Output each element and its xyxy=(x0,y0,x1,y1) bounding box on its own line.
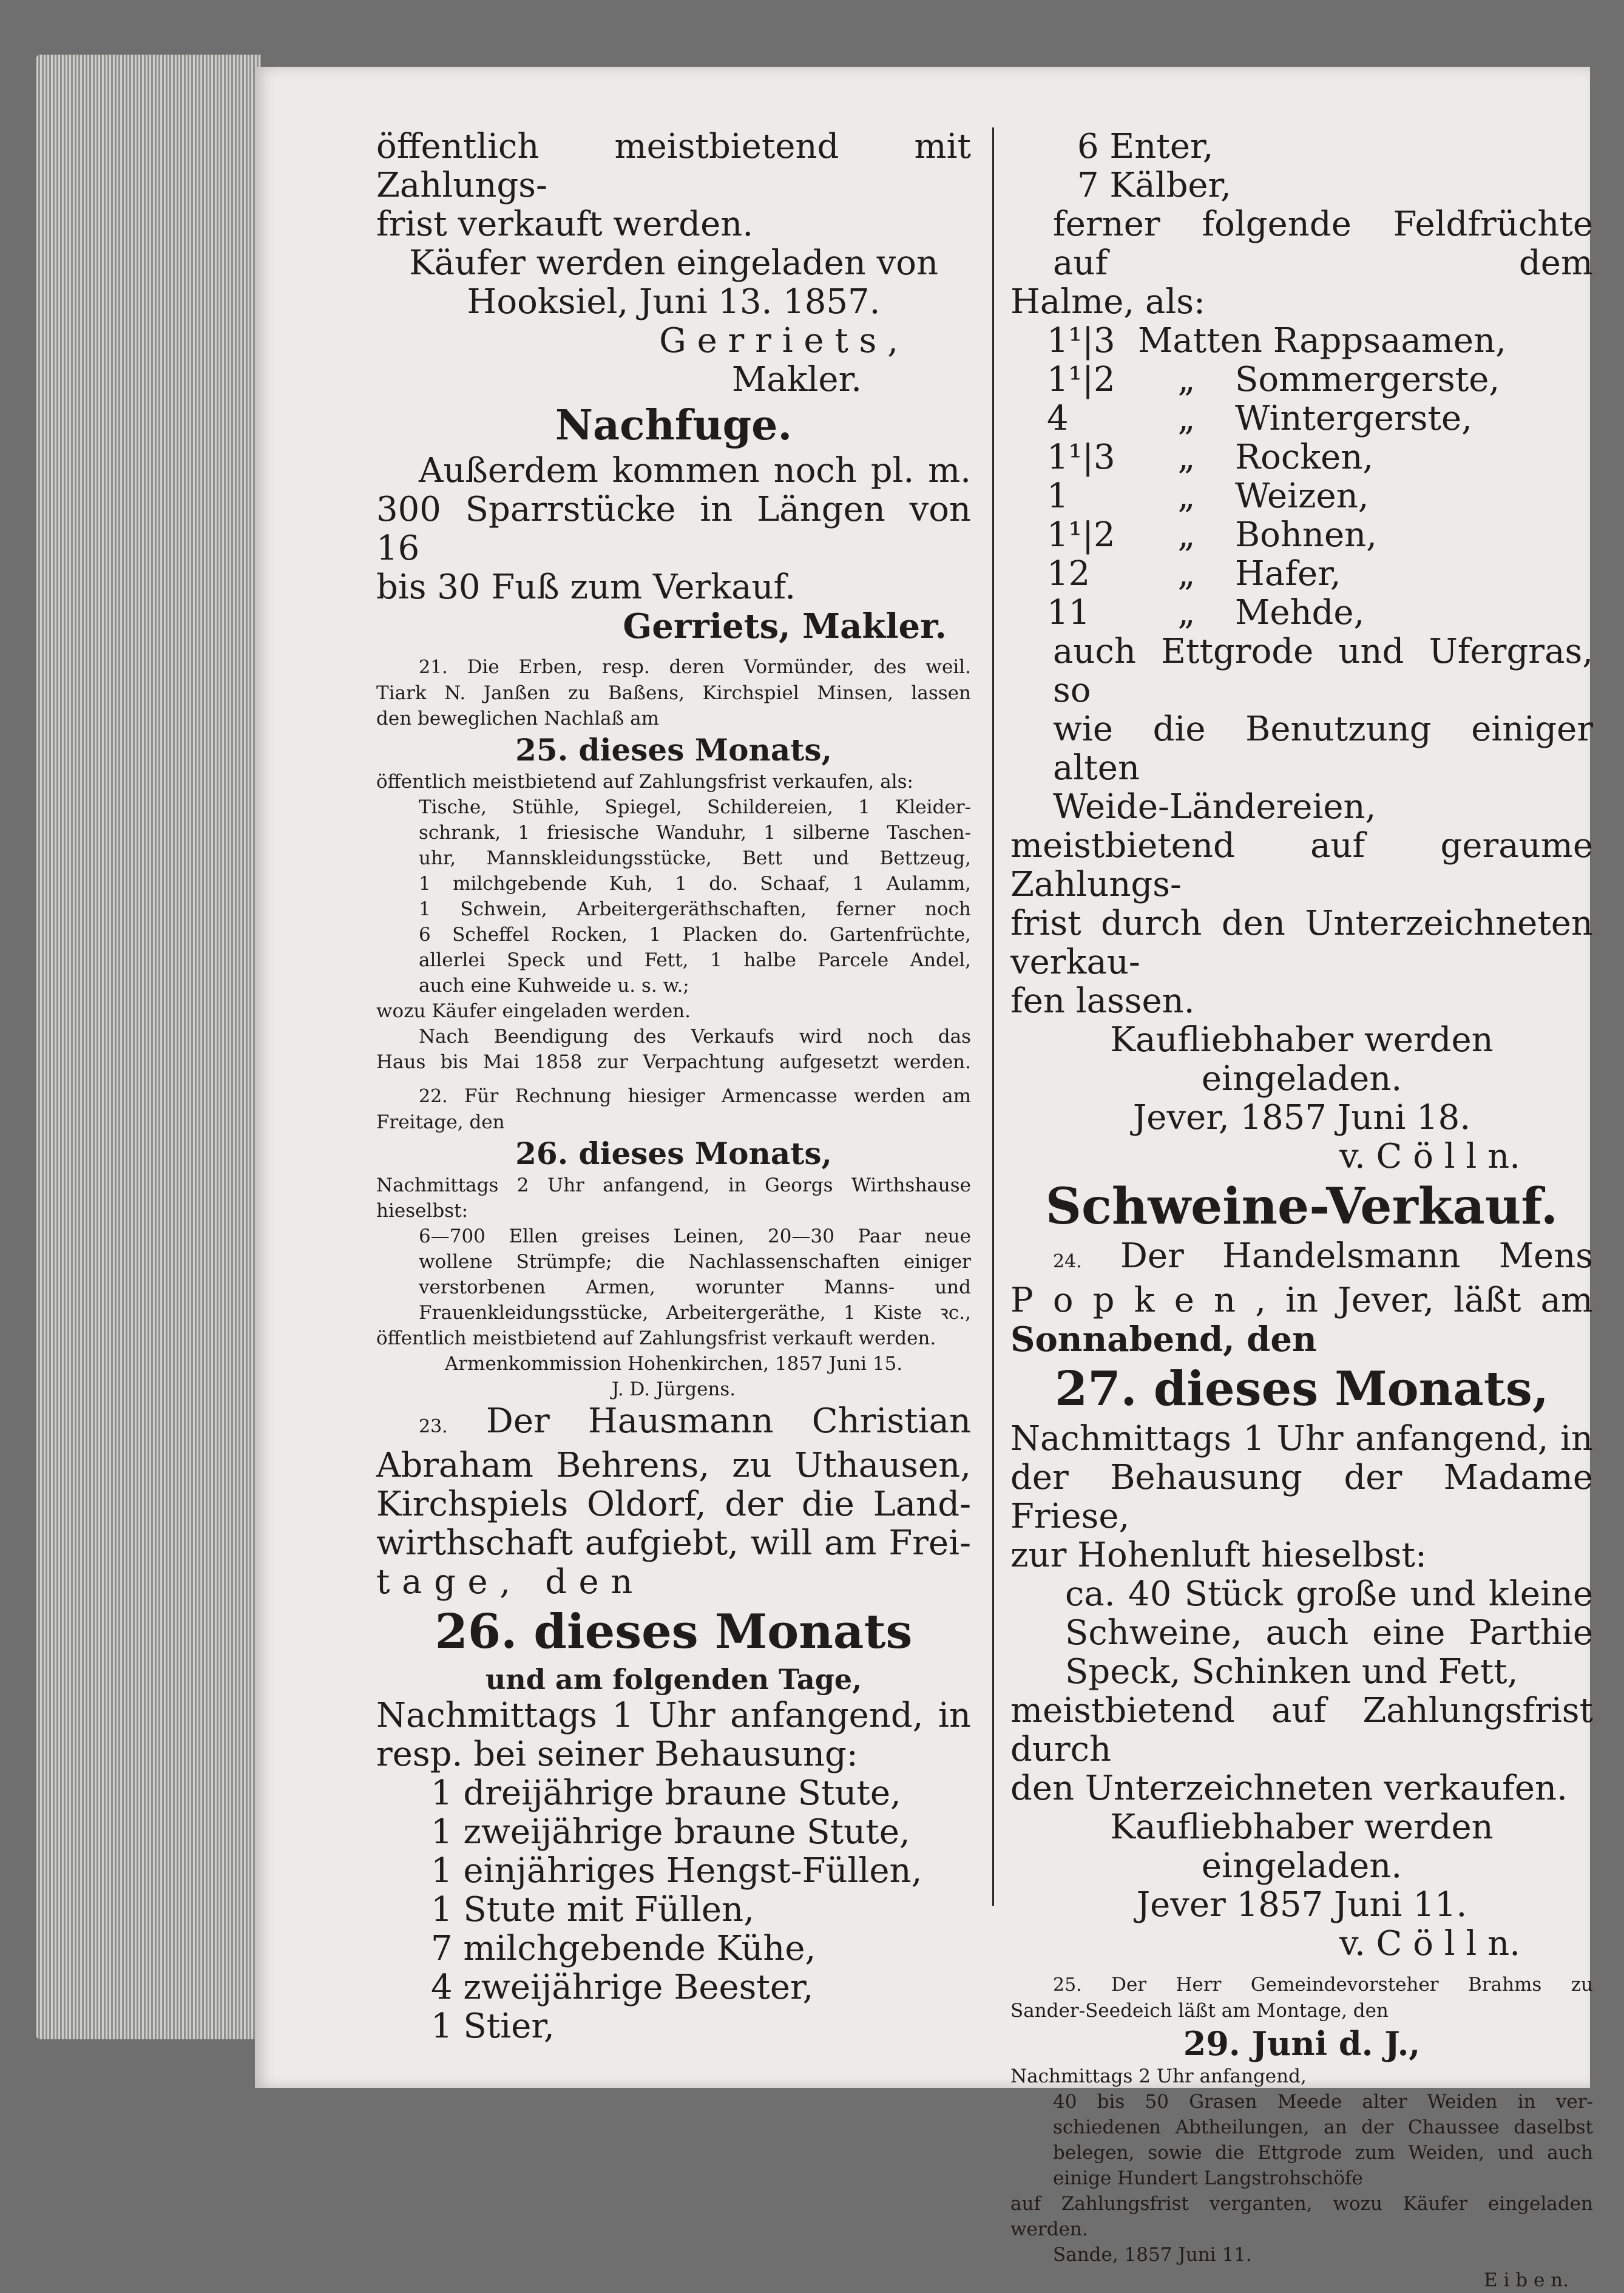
text-line: fen lassen. xyxy=(1010,981,1195,1021)
text-line: öffentlich meistbietend mit Zahlungs- xyxy=(376,127,971,205)
date-heading: 26. dieses Monats xyxy=(435,1604,913,1659)
item-line: 1 milchgebende Kuh, 1 do. Schaaf, 1 Aulamm, xyxy=(419,873,971,895)
signature-role: Makler. xyxy=(731,360,862,399)
date-heading: 25. dieses Monats, xyxy=(515,732,832,768)
crop-row xyxy=(1010,438,1593,477)
text-line: Außerdem kommen noch pl. m. xyxy=(419,451,971,490)
text-line: frist durch den Unterzeichneten verkau- xyxy=(1010,904,1593,982)
list-item: 1 einjähriges Hengst-Füllen, xyxy=(431,1851,922,1891)
crop-name: Hafer, xyxy=(1235,554,1341,594)
crop-quantity: 12 xyxy=(1047,554,1091,594)
item-line: Tische, Stühle, Spiegel, Schildereien, 1 Kleider- xyxy=(419,796,971,818)
text-line: Der Herr Gemeindevorsteher Brahms zu xyxy=(1111,1974,1594,1996)
text-line: Nach Beendigung des Verkaufs wird noch das xyxy=(419,1026,971,1048)
list-item: 7 milchgebende Kühe, xyxy=(431,1929,816,1968)
text-line: Für Rechnung hiesiger Armencasse werden am xyxy=(464,1085,972,1107)
place-date: Armenkommission Hohenkirchen, 1857 Juni 15. xyxy=(444,1353,903,1375)
text-line: Nachmittags 2 Uhr anfangend, in Georgs Wirthshause xyxy=(376,1174,971,1196)
text-line: der Behausung der Madame Friese, xyxy=(1010,1458,1593,1536)
item-line: auch eine Kuhweide u. s. w.; xyxy=(419,975,689,997)
crop-quantity: 1 xyxy=(1047,476,1069,516)
notice-22-intro xyxy=(376,1083,971,1109)
ditto-mark: „ xyxy=(1177,399,1196,438)
ditto-mark: „ xyxy=(1177,476,1196,516)
text-line: tage, den xyxy=(376,1562,645,1602)
ditto-mark: „ xyxy=(1177,515,1196,555)
text-line: den Unterzeichneten verkaufen. xyxy=(1010,1769,1568,1808)
text-line: meistbietend auf Zahlungsfrist durch xyxy=(1010,1691,1593,1769)
text-line: Der Handelsmann Mens xyxy=(1120,1236,1593,1276)
text-line: P o p k e n , in Jever, läßt am xyxy=(1010,1281,1593,1320)
text-line: Halme, als: xyxy=(1010,282,1205,322)
column-divider xyxy=(992,127,994,1906)
item-line: wollene Strümpfe; die Nachlassenschaften einiger xyxy=(419,1251,971,1273)
date-line: Hooksiel, Juni 13. 1857. xyxy=(467,282,881,322)
place-date: Sande, 1857 Juni 11. xyxy=(1053,2244,1252,2266)
text-line: auf Zahlungsfrist verganten, wozu Käufer eingeladen xyxy=(1010,2193,1593,2215)
signature: G e r r i e t s , xyxy=(659,321,898,361)
item-line: Schweine, auch eine Parthie xyxy=(1065,1613,1593,1653)
notice-25-intro xyxy=(1010,1972,1593,1998)
notice-24-intro xyxy=(1010,1237,1593,1281)
text-line: Freitage, den xyxy=(376,1111,505,1133)
notice-number: 22. xyxy=(419,1086,448,1107)
item-line: allerlei Speck und Fett, 1 halbe Parcele Andel, xyxy=(419,949,971,971)
ditto-mark: „ xyxy=(1177,593,1196,632)
date-heading: 26. dieses Monats, xyxy=(515,1136,832,1171)
crop-row xyxy=(1010,361,1593,399)
text-line: ferner folgende Feldfrüchte auf dem xyxy=(1053,205,1593,283)
left-column xyxy=(376,127,971,2046)
text-line: bis 30 Fuß zum Verkauf. xyxy=(376,567,796,607)
text-line: hieselbst: xyxy=(376,1200,469,1222)
text-line: wozu Käufer eingeladen werden. xyxy=(376,1000,691,1022)
item-line: 6—700 Ellen greises Leinen, 20—30 Paar neue xyxy=(419,1225,971,1247)
crop-quantity: 4 xyxy=(1047,399,1069,438)
right-column xyxy=(1010,127,1593,2293)
item-line: belegen, sowie die Ettgrode zum Weiden, und auch xyxy=(1053,2142,1593,2164)
crop-name: Wintergerste, xyxy=(1235,399,1472,438)
signature: Gerriets, Makler. xyxy=(623,606,947,646)
list-item: 1 zweijährige braune Stute, xyxy=(431,1812,910,1852)
signature: v. C ö l l n. xyxy=(1339,1137,1520,1176)
text-line: Der Hausmann Christian xyxy=(486,1401,971,1441)
text-line: Kirchspiels Oldorf, der die Land- xyxy=(376,1485,971,1524)
text-line: Nachmittags 1 Uhr anfangend, in xyxy=(1010,1419,1593,1458)
text-line: 300 Sparrstücke in Längen von 16 xyxy=(376,490,971,568)
item-line: schiedenen Abtheilungen, an der Chaussee daselbst xyxy=(1053,2116,1593,2138)
livestock-list-continued xyxy=(1010,127,1593,205)
text-line: zur Hohenluft hieselbst: xyxy=(1010,1536,1427,1575)
section-heading: Schweine-Verkauf. xyxy=(1045,1177,1558,1236)
notice-23-intro xyxy=(376,1402,971,1446)
item-line: einige Hundert Langstrohschöfe xyxy=(1053,2167,1363,2189)
text-line: Kaufliebhaber werden eingeladen. xyxy=(1110,1020,1494,1099)
text-line: Abraham Behrens, zu Uthausen, xyxy=(376,1446,971,1485)
crop-quantity: 1¹|2 xyxy=(1047,360,1115,399)
section-heading: Nachfuge. xyxy=(555,401,793,450)
crop-name: Weizen, xyxy=(1235,476,1369,516)
item-line: verstorbenen Armen, worunter Manns- und xyxy=(419,1276,971,1298)
notice-number: 21. xyxy=(419,657,448,678)
notice-number: 24. xyxy=(1053,1251,1082,1272)
notice-21-intro xyxy=(376,654,971,680)
crop-list xyxy=(1010,322,1593,632)
crop-name: Mehde, xyxy=(1235,593,1365,632)
crop-quantity: 1¹|3 xyxy=(1047,321,1115,361)
list-item: 6 Enter, xyxy=(1077,127,1214,166)
ditto-mark: „ xyxy=(1177,438,1196,477)
date-heading: 29. Juni d. J., xyxy=(1183,2024,1421,2063)
crop-name: Sommergerste, xyxy=(1235,360,1500,399)
crop-name: Bohnen, xyxy=(1235,515,1378,555)
ditto-mark: „ xyxy=(1177,554,1196,594)
item-line: uhr, Mannskleidungsstücke, Bett und Bettzeug, xyxy=(419,847,971,869)
crop-quantity: 11 xyxy=(1047,593,1091,632)
text-line: Käufer werden eingeladen von xyxy=(408,243,939,283)
date-heading: 27. dieses Monats, xyxy=(1055,1361,1549,1417)
crop-row xyxy=(1010,399,1593,438)
crop-row xyxy=(1010,477,1593,516)
crop-row xyxy=(1010,322,1593,361)
date-subheading: und am folgenden Tage, xyxy=(485,1663,862,1696)
book-page-edges xyxy=(36,55,261,2039)
list-item: 1 Stute mit Füllen, xyxy=(431,1890,754,1929)
crop-row xyxy=(1010,555,1593,594)
item-line: schrank, 1 friesische Wanduhr, 1 silberne Taschen- xyxy=(419,822,971,844)
signature: J. D. Jürgens. xyxy=(611,1378,736,1400)
crop-name: Rocken, xyxy=(1235,438,1374,477)
list-item: 1 Stier, xyxy=(431,2007,555,2046)
list-item: 1 dreijährige braune Stute, xyxy=(431,1773,901,1813)
text-line: wirthschaft aufgiebt, will am Frei- xyxy=(376,1523,971,1563)
notice-number: 25. xyxy=(1053,1974,1082,1996)
livestock-list xyxy=(376,1774,971,2046)
text-line: Sonnabend, den xyxy=(1010,1319,1317,1360)
crop-row xyxy=(1010,594,1593,632)
item-line: 1 Schwein, Arbeitergeräthschaften, ferner noch xyxy=(419,898,971,920)
text-line: frist verkauft werden. xyxy=(376,205,754,244)
signature: E i b e n. xyxy=(1484,2269,1569,2291)
text-line: wie die Benutzung einiger alten xyxy=(1053,710,1593,788)
text-line: öffentlich meistbietend auf Zahlungsfrist verkaufen, als: xyxy=(376,771,913,793)
notice-number: 23. xyxy=(419,1416,448,1437)
item-line: Speck, Schinken und Fett, xyxy=(1065,1652,1518,1692)
text-line: Kaufliebhaber werden eingeladen. xyxy=(1110,1807,1494,1886)
item-line: Frauenkleidungsstücke, Arbeitergeräthe, 1 Kiste ꝛc., xyxy=(419,1302,971,1324)
text-line: Weide-Ländereien, xyxy=(1053,787,1376,827)
list-item: 7 Kälber, xyxy=(1077,166,1231,205)
text-line: Nachmittags 2 Uhr anfangend, xyxy=(1010,2065,1307,2087)
text-line: Nachmittags 1 Uhr anfangend, in xyxy=(376,1696,971,1735)
crop-row xyxy=(1010,516,1593,555)
signature: v. C ö l l n. xyxy=(1339,1924,1520,1963)
item-line: ca. 40 Stück große und kleine xyxy=(1065,1574,1593,1614)
text-line: öffentlich meistbietend auf Zahlungsfrist verkauft werden. xyxy=(376,1327,936,1349)
crop-quantity: 1¹|2 xyxy=(1047,515,1115,555)
text-line: werden. xyxy=(1010,2218,1088,2240)
text-line: auch Ettgrode und Ufergras, so xyxy=(1053,632,1593,710)
text-line: den beweglichen Nachlaß am xyxy=(376,708,660,730)
item-line: 6 Scheffel Rocken, 1 Placken do. Gartenfrüchte, xyxy=(419,924,971,946)
text-line: Die Erben, resp. deren Vormünder, des weil. xyxy=(467,656,972,678)
text-line: Haus bis Mai 1858 zur Verpachtung aufgesetzt werden. xyxy=(376,1051,971,1073)
text-line: Sander-Seedeich läßt am Montage, den xyxy=(1010,2000,1389,2022)
crop-quantity: 1¹|3 xyxy=(1047,438,1115,477)
place-date: Jever, 1857 Juni 18. xyxy=(1132,1098,1471,1137)
list-item: 4 zweijährige Beester, xyxy=(431,1968,814,2007)
text-line: meistbietend auf geraume Zahlungs- xyxy=(1010,826,1593,904)
text-line: Tiark N. Janßen zu Baßens, Kirchspiel Minsen, lassen xyxy=(376,682,971,704)
crop-name: Matten Rappsaamen, xyxy=(1138,321,1506,361)
place-date: Jever 1857 Juni 11. xyxy=(1136,1885,1467,1925)
item-line: 40 bis 50 Grasen Meede alter Weiden in ver- xyxy=(1053,2091,1593,2113)
text-line: resp. bei seiner Behausung: xyxy=(376,1735,858,1774)
ditto-mark: „ xyxy=(1177,360,1196,399)
